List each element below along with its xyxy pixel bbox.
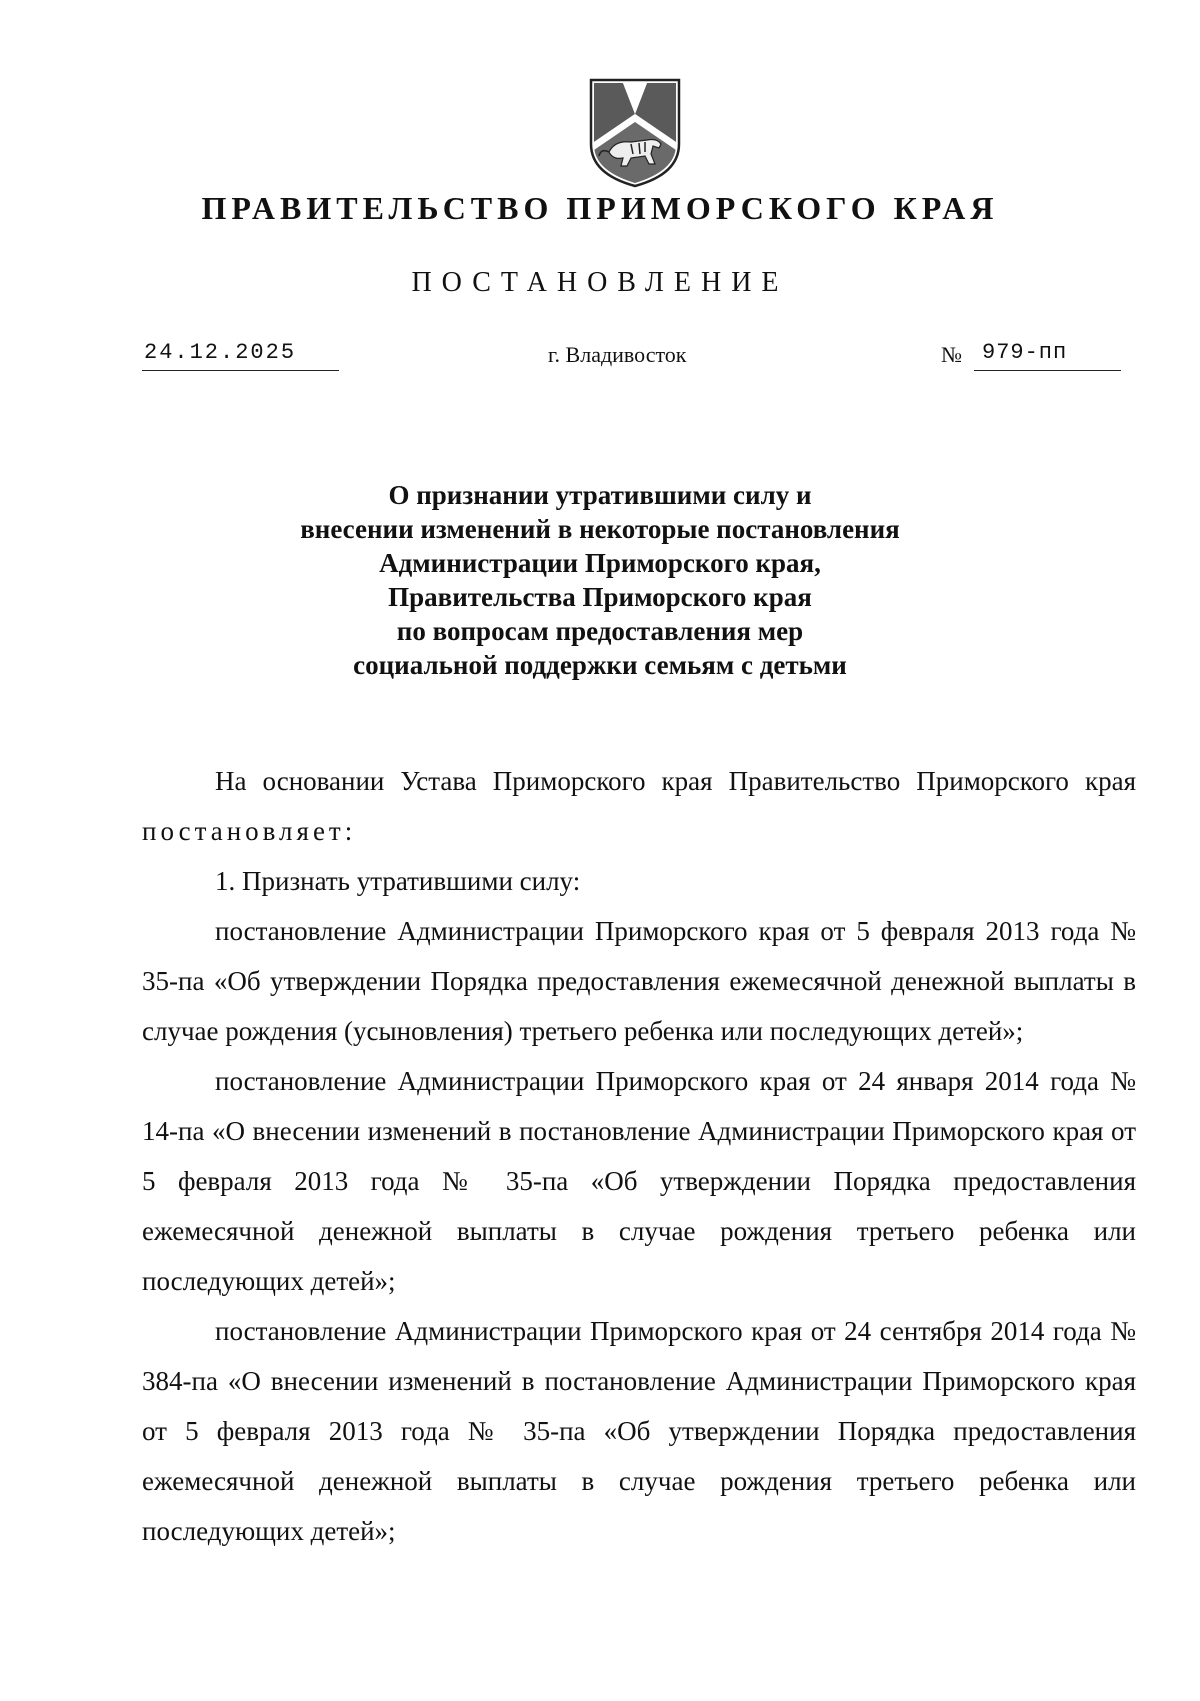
subject-line: Правительства Приморского края — [388, 582, 812, 612]
repealed-act-paragraph: постановление Администрации Приморского края от 24 сентября 2014 года № 384-па «О внесении изменений в постановление Администрации Приморского края от 5 февраля 2013 года № 35-па «Об утверждении Порядка предоставления ежемесячной денежной выплаты в случае рождения третьего ребенка или последующих детей»; — [142, 1316, 1136, 1546]
subject-line: внесении изменений в некоторые постановления — [300, 514, 900, 544]
subject-line: социальной поддержки семьям с детьми — [353, 650, 847, 680]
city: г. Владивосток — [548, 342, 687, 367]
subject-line: по вопросам предоставления мер — [396, 616, 804, 646]
government-title: ПРАВИТЕЛЬСТВО ПРИМОРСКОГО КРАЯ — [201, 190, 999, 226]
subject-line: О признании утратившими силу и — [388, 480, 812, 510]
number-value: 979-пп — [982, 340, 1068, 365]
item-1: 1. Признать утратившими силу: — [215, 866, 581, 896]
document-body — [142, 756, 1136, 1556]
intro-paragraph — [142, 756, 1136, 856]
number-sign: № — [941, 342, 962, 367]
intro-verb: постановляет: — [142, 816, 357, 846]
repealed-act-paragraph: постановление Администрации Приморского края от 24 января 2014 года № 14-па «О внесении изменений в постановление Администрации Приморского края от 5 февраля 2013 года № 35-па «Об утверждении Порядка предоставления ежемесячной денежной выплаты в случае рождения третьего ребенка или последующих детей»; — [142, 1066, 1136, 1296]
date-value: 24.12.2025 — [144, 340, 297, 365]
document-number — [974, 340, 1121, 371]
intro-text: На основании Устава Приморского края Правительство Приморского края — [215, 766, 1136, 796]
document-subject — [0, 478, 1200, 682]
repealed-act-paragraph: постановление Администрации Приморского края от 5 февраля 2013 года № 35-па «Об утверждении Порядка предоставления ежемесячной денежной выплаты в случае рождения (усыновления) третьего ребенка или последующих детей»; — [142, 916, 1136, 1046]
subject-line: Администрации Приморского края, — [379, 548, 821, 578]
document-type: ПОСТАНОВЛЕНИЕ — [411, 267, 789, 298]
document-date — [142, 340, 339, 371]
coat-of-arms-icon — [585, 74, 685, 190]
